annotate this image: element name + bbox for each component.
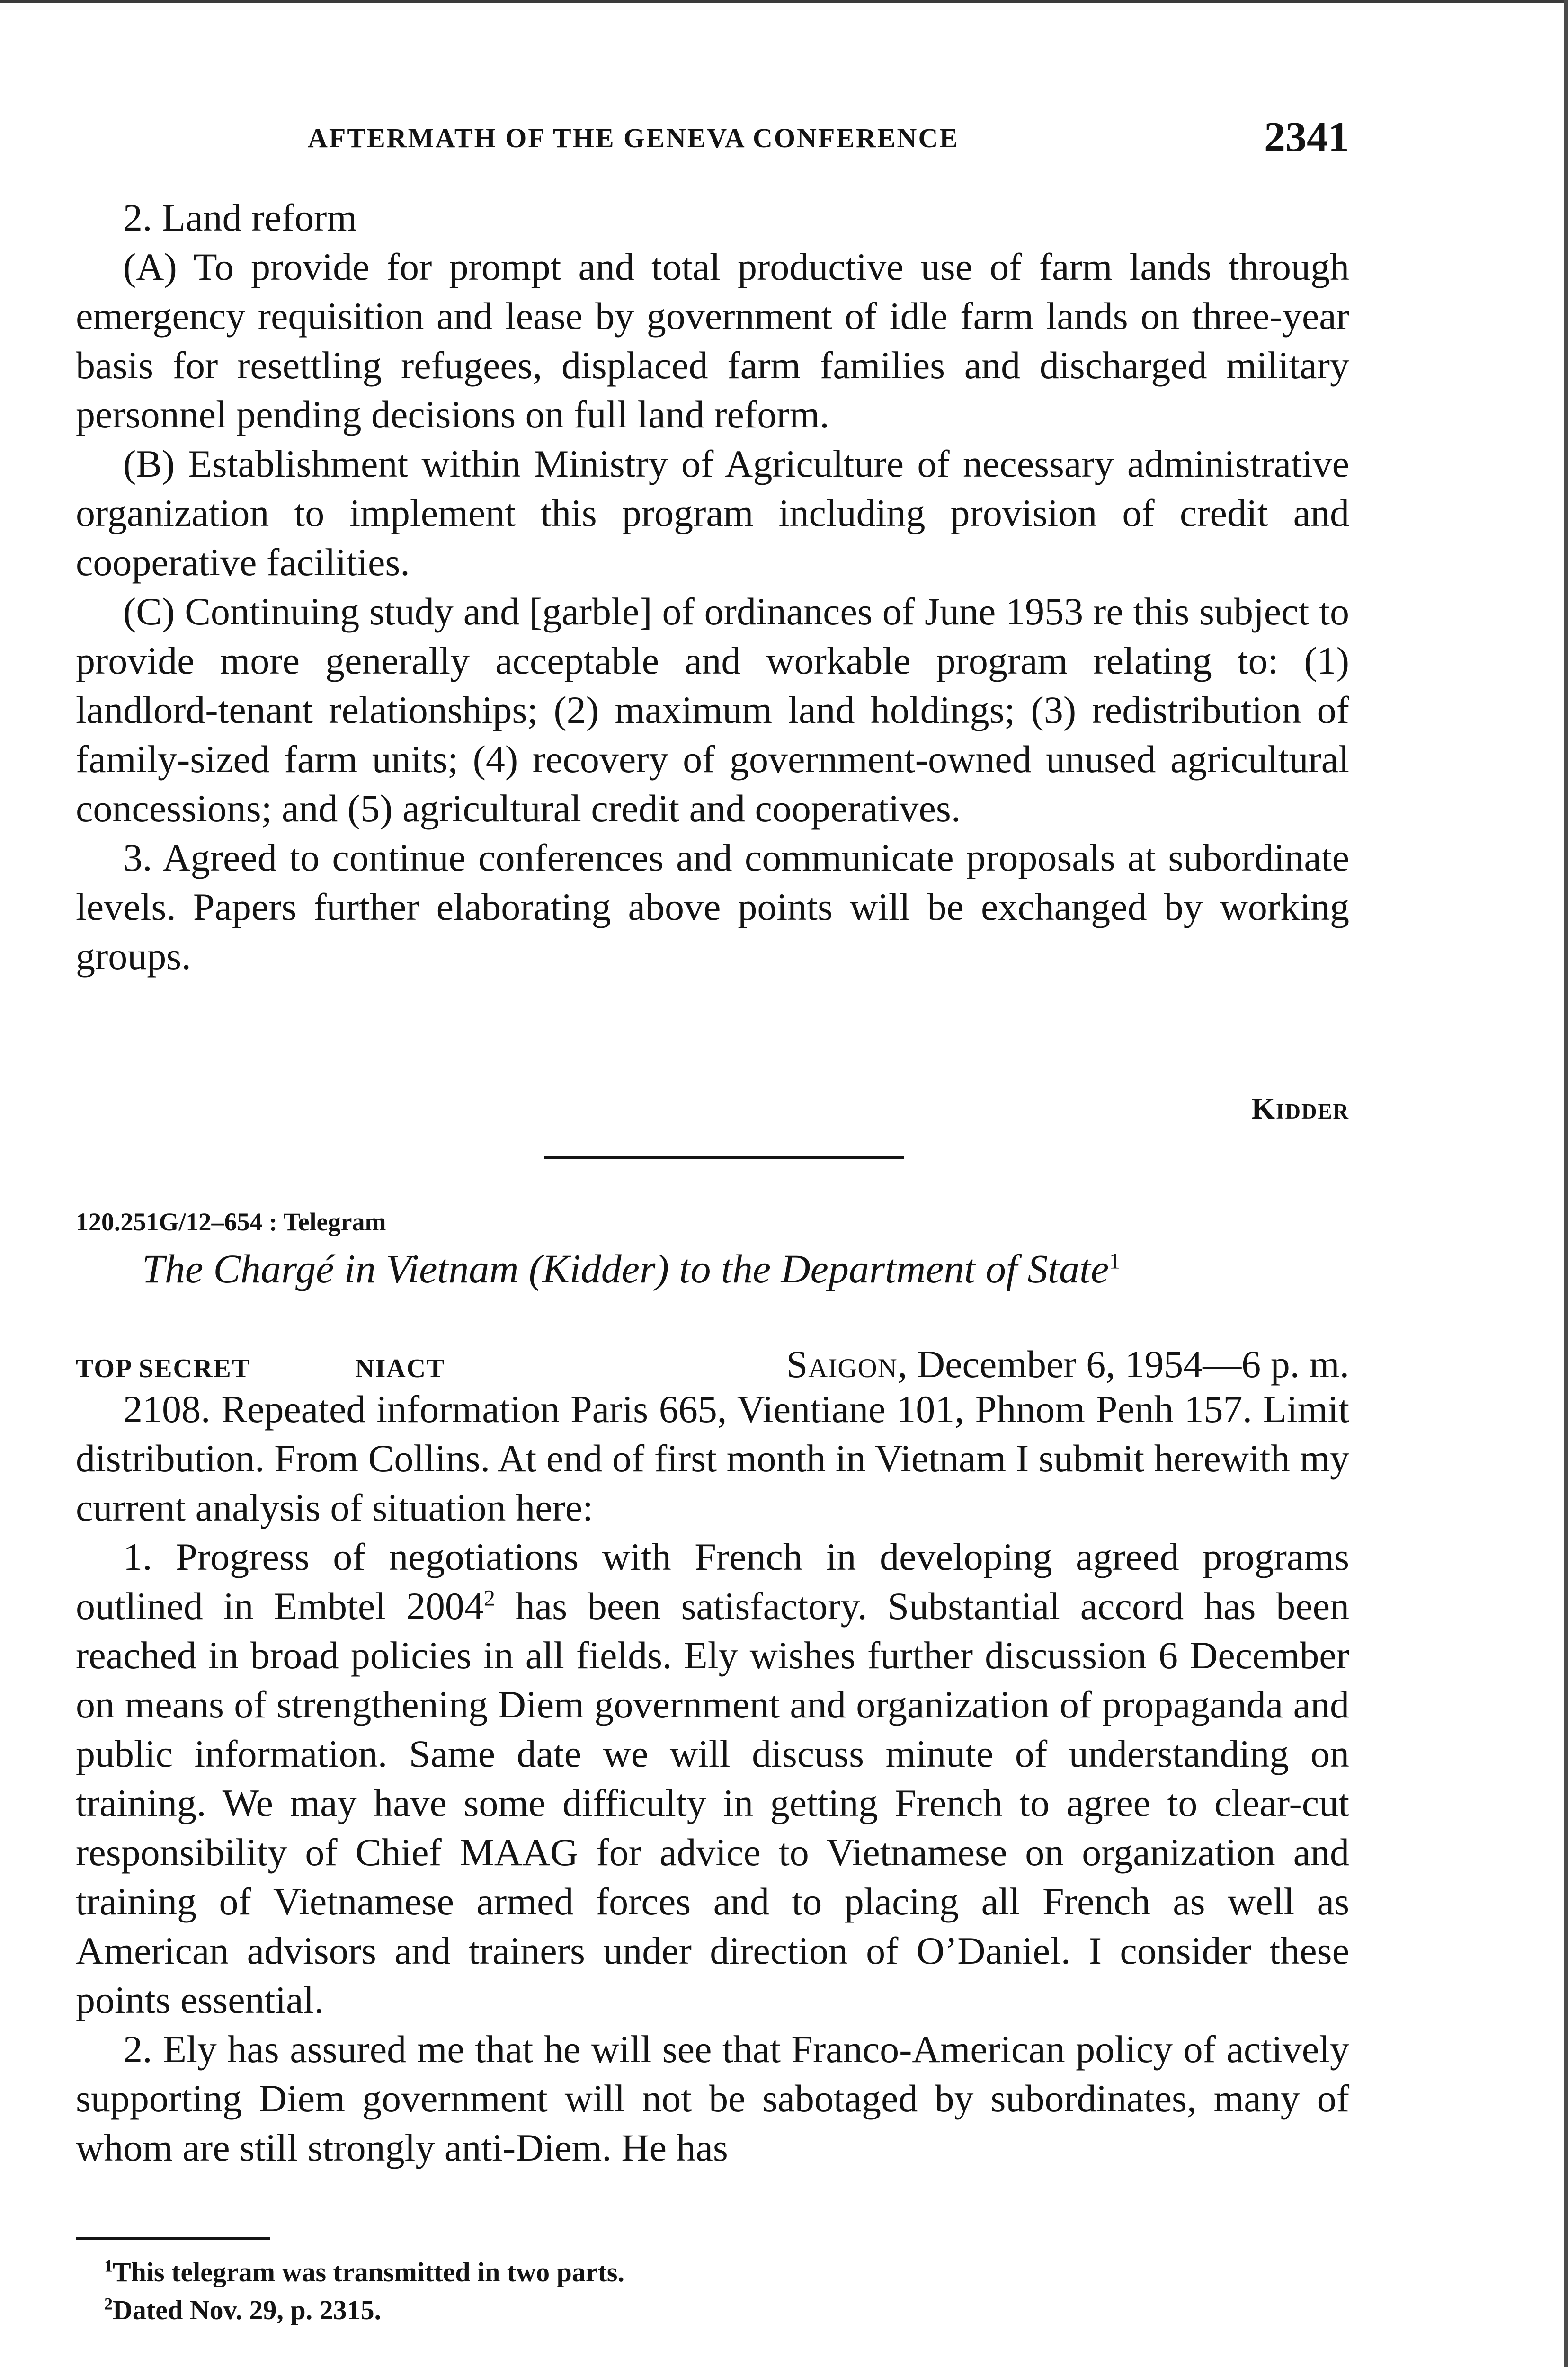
telegram-body bbox=[76, 1385, 1349, 2172]
document-title bbox=[142, 1245, 1120, 1292]
document-page bbox=[76, 0, 1349, 2367]
footnotes bbox=[104, 2253, 624, 2329]
paragraph bbox=[76, 2025, 1349, 2172]
telegram-meta bbox=[76, 1342, 1349, 1389]
running-head bbox=[76, 113, 1349, 165]
footnote-text: This telegram was transmitted in two parts. bbox=[113, 2257, 624, 2287]
paragraph: 3. Agreed to continue conferences and communicate proposals at subordinate levels. Papers further elaborating above points will be exchanged by working groups. bbox=[76, 836, 1349, 978]
footnote-mark: 2 bbox=[104, 2294, 113, 2314]
place: Saigon bbox=[786, 1343, 898, 1386]
footnote bbox=[104, 2253, 624, 2291]
paragraph-text: 2. Ely has assured me that he will see that Franco-American policy of actively supporting Diem government will not be sabotaged by subordinates, many of whom are still strongly anti-Diem. He has bbox=[76, 2028, 1349, 2169]
footnote-text: Dated Nov. 29, p. 2315. bbox=[113, 2295, 382, 2325]
running-title: AFTERMATH OF THE GENEVA CONFERENCE bbox=[308, 123, 960, 153]
footnote-mark: 1 bbox=[104, 2256, 113, 2276]
date: , December 6, 1954—6 p. m. bbox=[897, 1343, 1349, 1386]
paragraph bbox=[76, 1385, 1349, 1532]
page-right-edge bbox=[1564, 0, 1568, 2367]
paragraph: (C) Continuing study and [garble] of ordinances of June 1953 re this subject to provide more generally acceptable and workable program relating to: (1) landlord-tenant relationships; (2) maximum land holdings; (3) redistribution of family-sized farm units; (4) recovery of government-owned unused agricultural concessions; and (5) agricultural credit and cooperatives. bbox=[76, 590, 1349, 830]
precedence: NIACT bbox=[355, 1354, 445, 1383]
footnote-ref: 1 bbox=[1109, 1248, 1121, 1274]
paragraph: (B) Establishment within Ministry of Agriculture of necessary administrative organization to implement this program including provision of credit and cooperative facilities. bbox=[76, 442, 1349, 584]
section-divider bbox=[544, 1156, 904, 1159]
document-title-text: The Chargé in Vietnam (Kidder) to the Department of State bbox=[142, 1246, 1109, 1291]
classification: TOP SECRET bbox=[76, 1354, 251, 1383]
paragraph-text: has been satisfactory. Substantial accord has been reached in broad policies in all fields. Ely wishes further discussion 6 December on means of strengthening Diem government and organization of propaganda and public information. Same date we will discuss minute of understanding on training. We may have some difficulty in getting French to agree to clear-cut responsibility of Chief MAAG for advice to Vietnamese on organization and training of Vietnamese armed forces and to placing all French as well as American advisors and trainers under direction of O’Daniel. I consider these points essential. bbox=[76, 1584, 1349, 2021]
paragraph-text: 2108. Repeated information Paris 665, Vientiane 101, Phnom Penh 157. Limit distribution. From Collins. At end of first month in Vietnam I submit herewith my current analysis of situation here: bbox=[76, 1388, 1349, 1529]
paragraph bbox=[76, 1532, 1349, 2025]
page-number: 2341 bbox=[1264, 114, 1349, 160]
paragraph: 2. Land reform bbox=[123, 196, 357, 239]
paragraph: (A) To provide for prompt and total productive use of farm lands through emergency requisition and lease by government of idle farm lands on three-year basis for resettling refugees, displaced farm families and discharged military personnel pending decisions on full land reform. bbox=[76, 245, 1349, 436]
file-reference: 120.251G/12–654 : Telegram bbox=[76, 1208, 386, 1236]
footnote bbox=[104, 2291, 624, 2329]
paragraph-text: 1. Progress of negotiations with French in developing agreed programs outlined in Embtel 2004 bbox=[76, 1535, 1349, 1628]
footnote-ref: 2 bbox=[483, 1585, 495, 1611]
continued-section bbox=[76, 193, 1349, 981]
footnote-rule bbox=[76, 2237, 270, 2240]
signature: Kidder bbox=[1251, 1092, 1349, 1125]
place-date bbox=[786, 1342, 1349, 1387]
